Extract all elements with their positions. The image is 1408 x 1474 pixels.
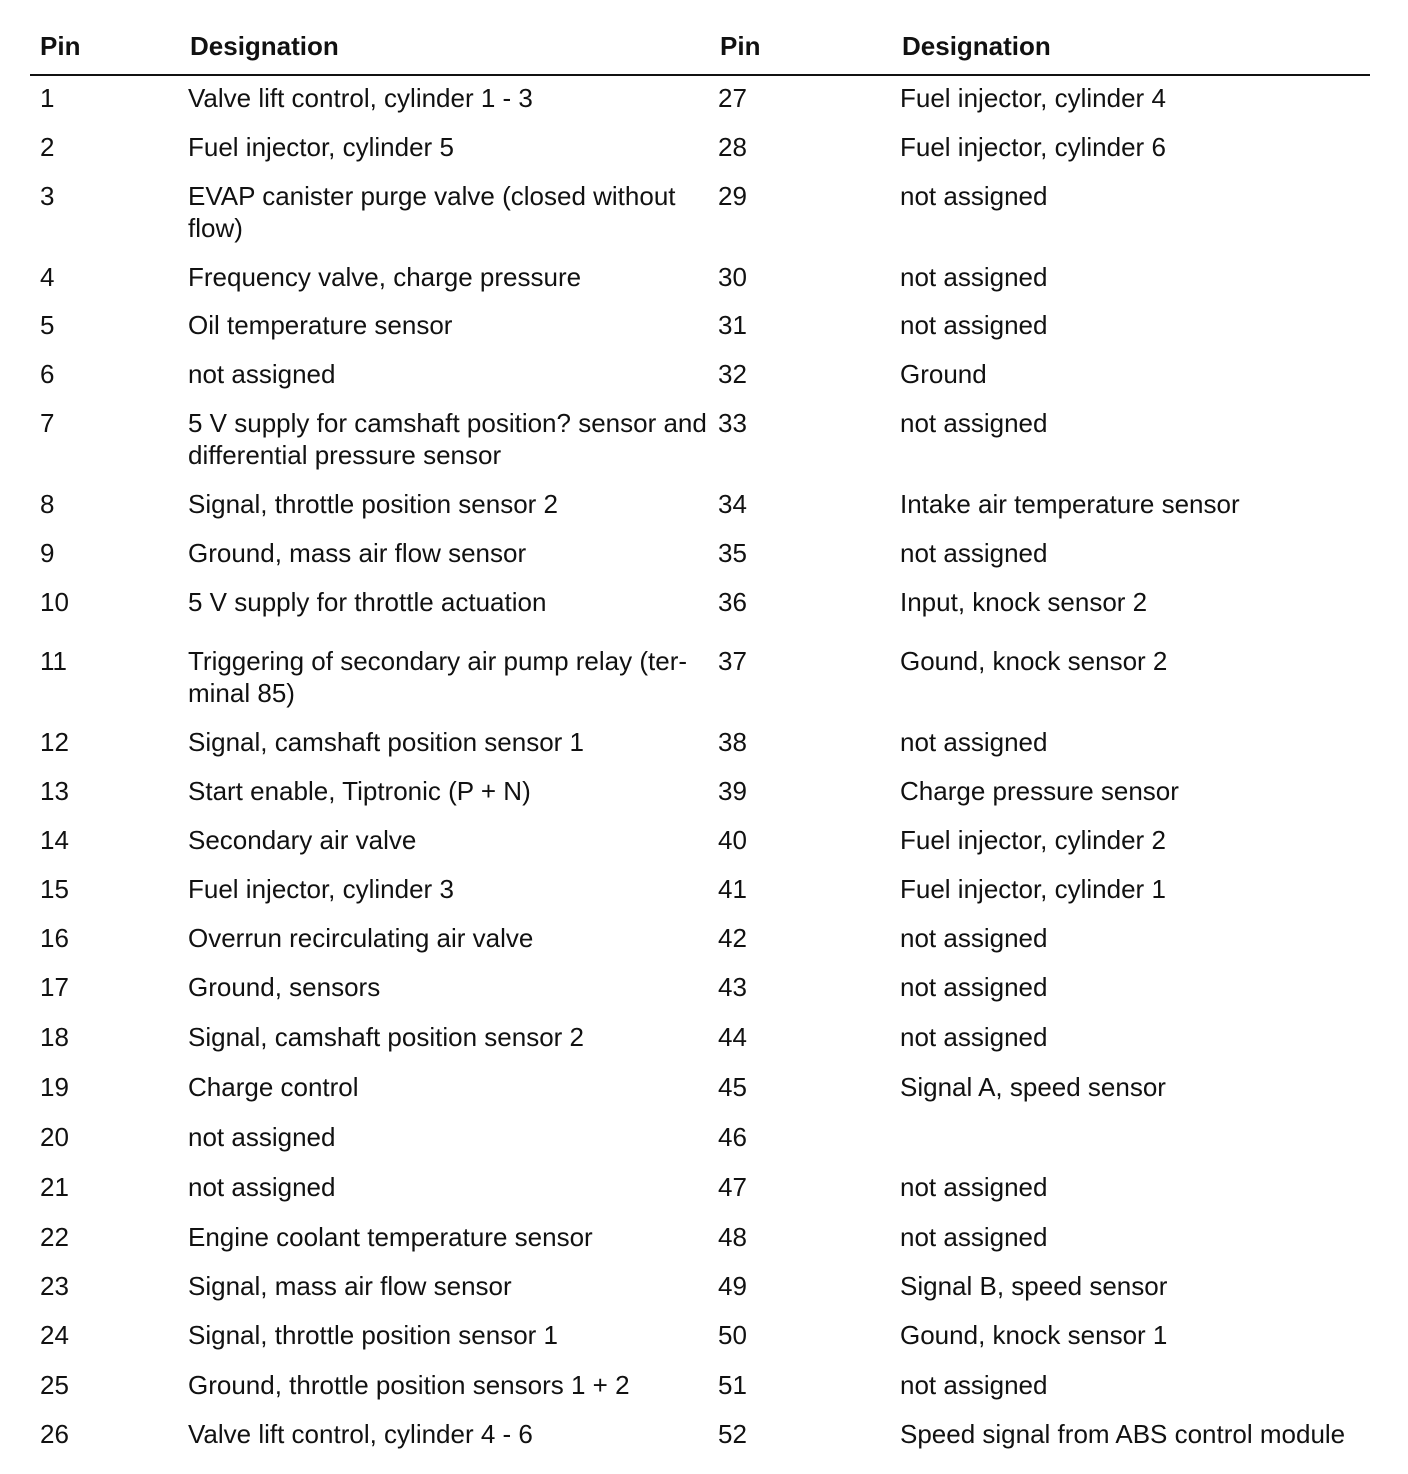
designation-right-cell: not assigned	[900, 727, 1048, 757]
pin-left-cell: 17	[40, 972, 69, 1002]
pin-left-cell: 16	[40, 923, 69, 953]
pin-right-cell: 33	[718, 408, 747, 438]
designation-right-cell: Ground	[900, 359, 987, 389]
designation-left-cell: Engine coolant temperature sensor	[188, 1222, 593, 1252]
designation-left-cell: Frequency valve, charge pressure	[188, 262, 582, 292]
pin-right-cell: 52	[718, 1419, 747, 1449]
designation-right-cell: not assigned	[900, 181, 1048, 211]
pin-left-cell: 18	[40, 1022, 69, 1052]
designation-left-cell: Valve lift control, cylinder 1 - 3	[188, 83, 533, 113]
designation-right-cell: not assigned	[900, 1222, 1048, 1252]
designation-left-cell: not assigned	[188, 1122, 336, 1152]
designation-right-cell: Fuel injector, cylinder 2	[900, 825, 1166, 855]
pin-right-cell: 46	[718, 1122, 747, 1152]
designation-left-cell: Oil temperature sensor	[188, 310, 453, 340]
pin-right-cell: 30	[718, 262, 747, 292]
designation-left-cell: Charge control	[188, 1072, 359, 1102]
designation-left-cell: Triggering of secondary air pump relay (ter-minal 85)	[188, 646, 688, 708]
pin-left-cell: 22	[40, 1222, 69, 1252]
designation-left-cell: Signal, camshaft position sensor 2	[188, 1022, 584, 1052]
designation-right-cell: not assigned	[900, 538, 1048, 568]
pin-left-cell: 12	[40, 727, 69, 757]
designation-right-cell: Charge pressure sensor	[900, 776, 1179, 806]
pin-right-cell: 27	[718, 83, 747, 113]
pin-left-cell: 21	[40, 1172, 69, 1202]
designation-left-cell: Fuel injector, cylinder 3	[188, 874, 454, 904]
designation-right-cell: Speed signal from ABS control module	[900, 1419, 1346, 1449]
table-header	[30, 24, 1370, 76]
designation-left-cell: Secondary air valve	[188, 825, 417, 855]
pin-left-cell: 14	[40, 825, 69, 855]
pin-left-cell: 9	[40, 538, 55, 568]
pin-left-cell: 23	[40, 1271, 69, 1301]
pin-right-cell: 45	[718, 1072, 747, 1102]
designation-right-cell: not assigned	[900, 1022, 1048, 1052]
pin-right-cell: 51	[718, 1370, 747, 1400]
pin-left-cell: 11	[40, 646, 67, 676]
pin-left-cell: 19	[40, 1072, 69, 1102]
designation-left-cell: not assigned	[188, 1172, 336, 1202]
pin-right-cell: 48	[718, 1222, 747, 1252]
pin-right-cell: 34	[718, 489, 747, 519]
pin-right-cell: 47	[718, 1172, 747, 1202]
designation-right-cell: not assigned	[900, 408, 1048, 438]
pin-left-cell: 10	[40, 587, 69, 617]
designation-right-cell: not assigned	[900, 310, 1048, 340]
designation-left-cell: 5 V supply for camshaft position? sensor and differential pressure sensor	[188, 408, 707, 470]
designation-left-cell: Overrun recirculating air valve	[188, 923, 534, 953]
pin-left-cell: 13	[40, 776, 69, 806]
pin-left-cell: 20	[40, 1122, 69, 1152]
pin-right-cell: 41	[718, 874, 747, 904]
designation-right-cell: Fuel injector, cylinder 1	[900, 874, 1166, 904]
pin-left-cell: 5	[40, 310, 55, 340]
pin-left-cell: 8	[40, 489, 55, 519]
designation-right-cell: Fuel injector, cylinder 6	[900, 132, 1166, 162]
designation-left-cell: not assigned	[188, 359, 336, 389]
pin-right-cell: 29	[718, 181, 747, 211]
designation-right-cell: Gound, knock sensor 2	[900, 646, 1168, 676]
designation-left-cell: Valve lift control, cylinder 4 - 6	[188, 1419, 533, 1449]
header-pin-left: Pin	[40, 31, 81, 61]
pin-right-cell: 49	[718, 1271, 747, 1301]
header-designation-right: Designation	[902, 31, 1051, 61]
pin-left-cell: 25	[40, 1370, 69, 1400]
designation-left-cell: EVAP canister purge valve (closed without flow)	[188, 181, 676, 243]
pin-left-cell: 1	[40, 83, 55, 113]
designation-left-cell: Signal, camshaft position sensor 1	[188, 727, 584, 757]
designation-right-cell: not assigned	[900, 1370, 1048, 1400]
pin-left-cell: 26	[40, 1419, 69, 1449]
designation-right-cell: Signal B, speed sensor	[900, 1271, 1168, 1301]
pin-left-cell: 7	[40, 408, 55, 438]
pin-left-cell: 2	[40, 132, 55, 162]
header-designation-left: Designation	[190, 31, 339, 61]
pin-right-cell: 39	[718, 776, 747, 806]
designation-right-cell: Intake air temperature sensor	[900, 489, 1240, 519]
designation-left-cell: Signal, throttle position sensor 2	[188, 489, 558, 519]
designation-right-cell: Gound, knock sensor 1	[900, 1320, 1168, 1350]
designation-right-cell: Signal A, speed sensor	[900, 1072, 1166, 1102]
pin-right-cell: 40	[718, 825, 747, 855]
pin-right-cell: 38	[718, 727, 747, 757]
pin-right-cell: 36	[718, 587, 747, 617]
pin-left-cell: 3	[40, 181, 55, 211]
header-pin-right: Pin	[720, 31, 761, 61]
designation-right-cell: Input, knock sensor 2	[900, 587, 1148, 617]
designation-left-cell: Ground, throttle position sensors 1 + 2	[188, 1370, 630, 1400]
designation-left-cell: Fuel injector, cylinder 5	[188, 132, 454, 162]
pin-left-cell: 6	[40, 359, 55, 389]
designation-right-cell: not assigned	[900, 262, 1048, 292]
designation-right-cell: not assigned	[900, 923, 1048, 953]
pin-left-cell: 24	[40, 1320, 69, 1350]
designation-left-cell: Ground, mass air flow sensor	[188, 538, 527, 568]
pin-right-cell: 31	[718, 310, 747, 340]
designation-right-cell: not assigned	[900, 1172, 1048, 1202]
designation-left-cell: Start enable, Tiptronic (P + N)	[188, 776, 531, 806]
pin-left-cell: 15	[40, 874, 69, 904]
pin-right-cell: 32	[718, 359, 747, 389]
pin-right-cell: 28	[718, 132, 747, 162]
designation-left-cell: Signal, throttle position sensor 1	[188, 1320, 558, 1350]
pin-left-cell: 4	[40, 262, 55, 292]
pin-right-cell: 42	[718, 923, 747, 953]
designation-left-cell: 5 V supply for throttle actuation	[188, 587, 547, 617]
designation-right-cell: not assigned	[900, 972, 1048, 1002]
pin-right-cell: 37	[718, 646, 747, 676]
pin-right-cell: 44	[718, 1022, 747, 1052]
designation-right-cell: Fuel injector, cylinder 4	[900, 83, 1166, 113]
designation-left-cell: Signal, mass air flow sensor	[188, 1271, 512, 1301]
pin-right-cell: 43	[718, 972, 747, 1002]
pin-right-cell: 50	[718, 1320, 747, 1350]
designation-left-cell: Ground, sensors	[188, 972, 381, 1002]
pin-right-cell: 35	[718, 538, 747, 568]
